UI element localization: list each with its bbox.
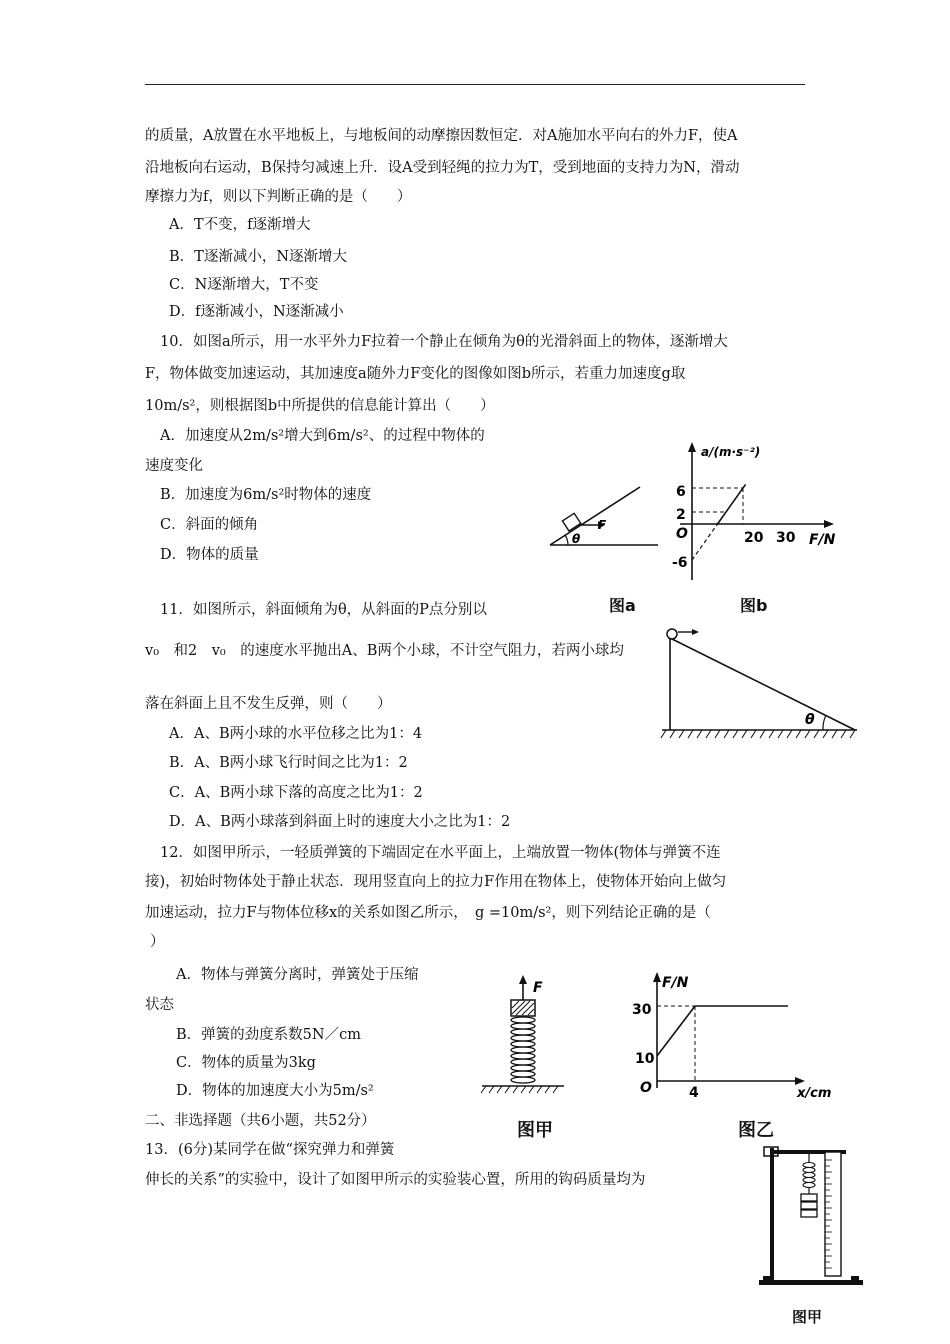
x-axis-label: F/N (809, 532, 836, 548)
series-rising (657, 1006, 695, 1056)
angle-arc (823, 715, 826, 730)
q10-option-c: C．斜面的倾角 (160, 517, 259, 533)
section2-title: 二、非选择题（共6小题，共52分） (145, 1113, 376, 1129)
floor-hatching (481, 1086, 558, 1093)
q11-line-1: 11．如图所示，斜面倾角为θ，从斜面的P点分别以 (160, 602, 487, 618)
y-tick-6: 6 (676, 484, 686, 500)
stand-foot-right (851, 1276, 859, 1282)
q11-option-d: D．A、B两小球落到斜面上时的速度大小之比为1：2 (169, 814, 511, 830)
force-label: F (533, 980, 543, 996)
q11-line-3: 落在斜面上且不发生反弹，则（ ） (145, 696, 392, 712)
q10-line-1: 10．如图a所示，用一水平外力F拉着一个静止在倾角为θ的光滑斜面上的物体，逐渐增大 (160, 334, 728, 350)
hook-weight-1 (801, 1194, 817, 1201)
q9-line-3: 摩擦力为f，则以下判断正确的是（ ） (145, 189, 412, 205)
stand-foot-left (763, 1276, 771, 1282)
q12-line-3: 加速运动，拉力F与物体位移x的关系如图乙所示， g =10m/s²，则下列结论正确的是（ (145, 905, 711, 921)
q12-line-1: 12．如图甲所示，一轻质弹簧的下端固定在水平面上，上端放置一物体(物体与弹簧不连 (160, 845, 721, 861)
pull-force-arrowhead (519, 975, 527, 984)
q12-spring-figure (478, 972, 568, 1100)
q11-option-b: B．A、B两小球飞行时间之比为1：2 (169, 755, 408, 771)
q12-line-2: 接)，初始时物体处于静止状态．现用竖直向上的拉力F作用在物体上，使物体开始向上做匀 (145, 874, 727, 890)
angle-label: θ (572, 532, 581, 546)
q12-option-a: A．物体与弹簧分离时，弹簧处于压缩 (176, 967, 419, 983)
block (562, 513, 580, 531)
figure-a-caption: 图a (609, 596, 636, 615)
figure-b-graph (672, 442, 847, 582)
q12-option-a-cont: 状态 (145, 997, 174, 1013)
slope-line (670, 638, 855, 730)
ground-hatching (661, 730, 855, 738)
stand-base (759, 1280, 863, 1285)
origin-label: O (640, 1080, 652, 1096)
x-axis-arrowhead (824, 520, 834, 528)
x-axis-arrowhead (795, 1077, 805, 1085)
q9-line-2: 沿地板向右运动，B保持匀减速上升．设A受到轻绳的拉力为T，受到地面的支持力为N，滑动 (145, 160, 740, 176)
y-tick-10: 10 (635, 1051, 655, 1067)
q11-option-a: A．A、B两小球的水平位移之比为1：4 (169, 726, 423, 742)
y-tick-2: 2 (676, 507, 686, 523)
velocity-arrowhead (692, 629, 699, 635)
q9-option-d: D．f逐渐减小，N逐渐减小 (169, 304, 344, 320)
q9-option-c: C．N逐渐增大，T不变 (169, 277, 319, 293)
q12-line-4: ） (150, 934, 165, 950)
series-line (718, 484, 746, 524)
q11-option-c: C．A、B两小球下落的高度之比为1：2 (169, 785, 423, 801)
figure-yi-graph (632, 972, 832, 1101)
y-axis-label: F/N (662, 975, 689, 991)
stand-pole (770, 1148, 774, 1280)
y-tick-30: 30 (632, 1002, 652, 1018)
y-axis-arrowhead (653, 972, 661, 982)
q9-option-a: A．T不变，f逐渐增大 (169, 217, 311, 233)
q10-option-a: A．加速度从2m/s²增大到6m/s²、的过程中物体的 (160, 428, 485, 444)
q10-line-2: F，物体做变加速运动，其加速度a随外力F变化的图像如图b所示，若重力加速度g取 (145, 366, 686, 382)
q11-slope-figure (660, 626, 860, 742)
incline-surface (550, 487, 640, 545)
angle-arc (565, 535, 568, 545)
force-label: F (598, 518, 607, 532)
y-axis-label: a/(m·s⁻²) (701, 445, 761, 459)
spring-coils (803, 1163, 815, 1188)
ball (667, 629, 677, 639)
y-tick-neg6: -6 (672, 555, 688, 571)
figure-b-caption: 图b (740, 596, 768, 615)
q10-option-d: D．物体的质量 (160, 547, 259, 563)
q10-line-3: 10m/s²，则根据图b中所提供的信息能计算出（ ） (145, 398, 495, 414)
q12-option-d: D．物体的加速度大小为5m/s² (176, 1083, 374, 1099)
q11-line-2: v₀ 和2 v₀ 的速度水平抛出A、B两个小球，不计空气阻力，若两小球均 (145, 643, 624, 659)
q12-option-c: C．物体的质量为3kg (176, 1055, 316, 1071)
y-axis-arrowhead (688, 442, 696, 452)
q13-line-2: 伸长的关系”的实验中，设计了如图甲所示的实验装心置，所用的钩码质量均为 (145, 1172, 646, 1188)
x-tick-4: 4 (689, 1085, 699, 1101)
q10-option-a-cont: 速度变化 (145, 458, 203, 474)
q12-fig-yi-caption: 图乙 (738, 1120, 774, 1141)
origin-label: O (676, 526, 688, 542)
q12-fig-jia-caption: 图甲 (517, 1120, 553, 1141)
x-tick-20: 20 (744, 530, 764, 546)
q10-option-b: B．加速度为6m/s²时物体的速度 (160, 487, 372, 503)
q13-apparatus-figure (757, 1144, 869, 1294)
x-axis-label: x/cm (797, 1086, 832, 1101)
spring-coils (511, 1017, 535, 1083)
q9-option-b: B．T逐渐减小，N逐渐增大 (169, 249, 348, 265)
q13-line-1: 13．(6分)某同学在做“探究弹力和弹簧 (145, 1142, 395, 1158)
hook-weight-3 (801, 1210, 817, 1217)
angle-label: θ (805, 712, 815, 728)
x-tick-30: 30 (776, 530, 796, 546)
series-extrapolated (692, 524, 718, 560)
figure-a-incline (548, 484, 663, 554)
hook-weight-2 (801, 1202, 817, 1209)
q12-option-b: B．弹簧的劲度系数5N／cm (176, 1027, 361, 1043)
header-rule (145, 84, 805, 85)
q9-line-1: 的质量，A放置在水平地板上，与地板间的动摩擦因数恒定．对A施加水平向右的外力F，使A (145, 128, 738, 144)
q13-fig-caption: 图甲 (792, 1308, 823, 1326)
